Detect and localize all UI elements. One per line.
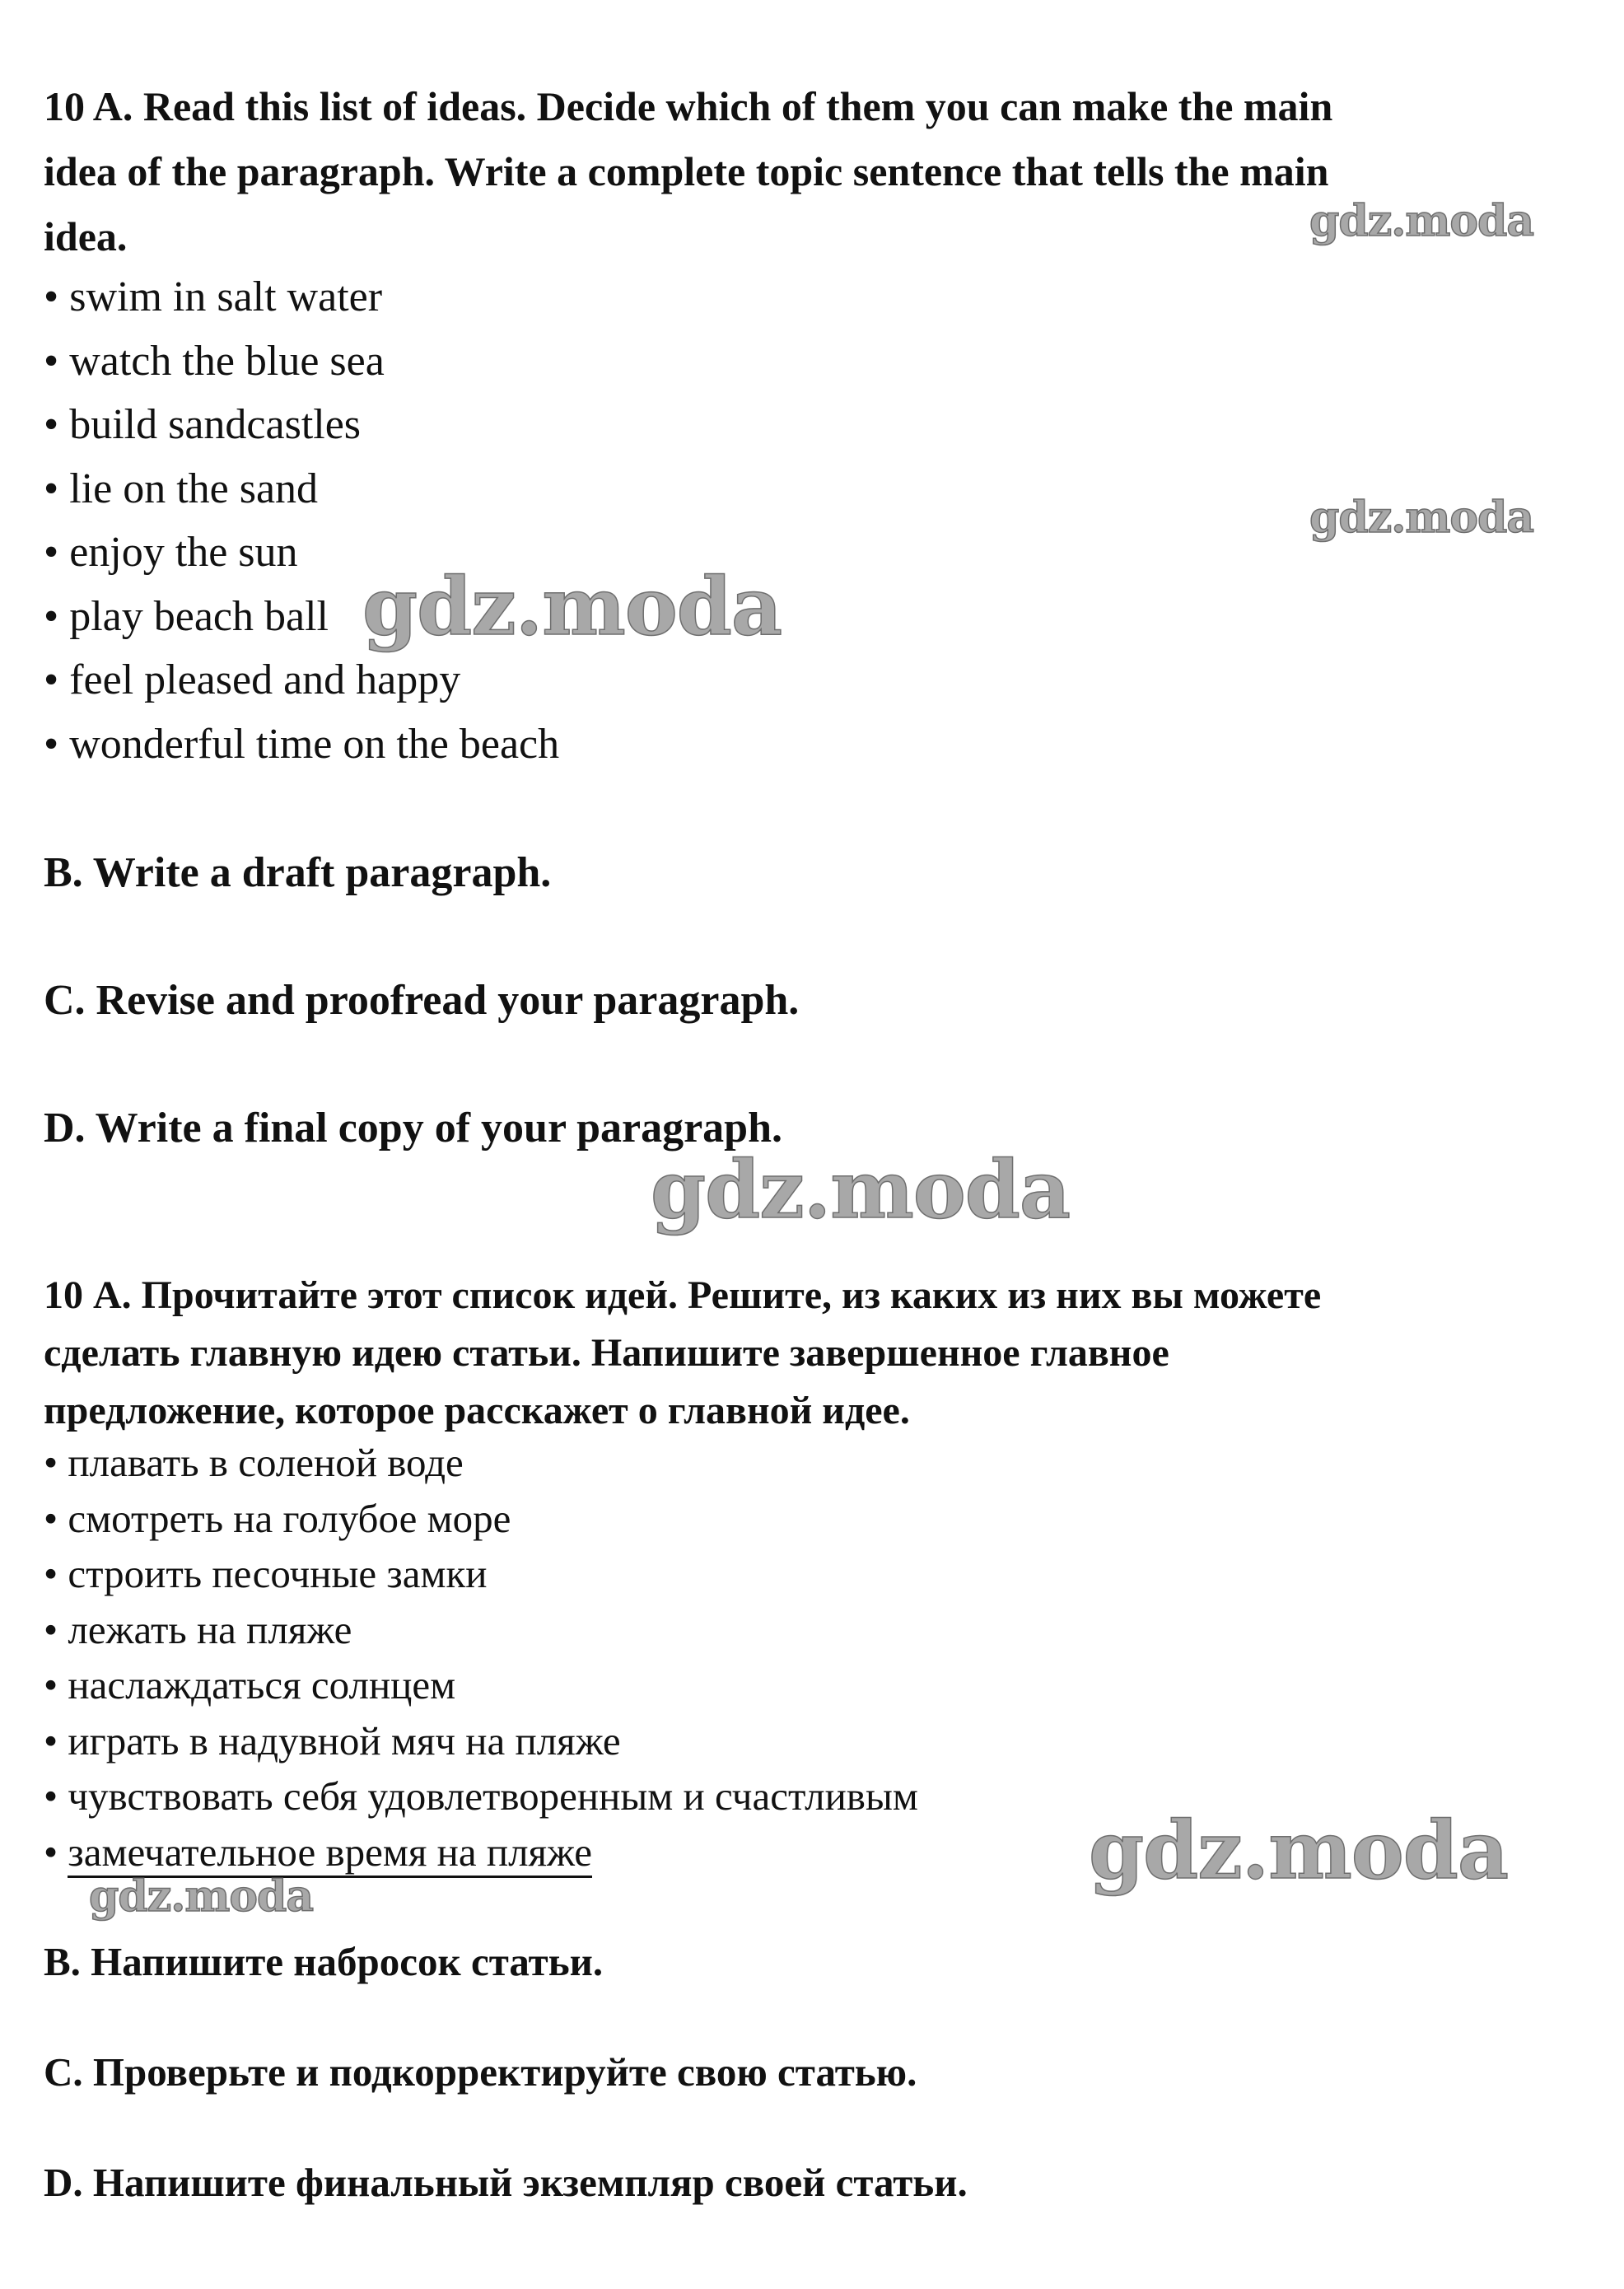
russian-heading-line-2: сделать главную идею статьи. Напишите завершенное главное xyxy=(44,1331,1169,1375)
list-item: • чувствовать себя удовлетворенным и счастливым xyxy=(44,1768,1608,1824)
watermark: gdz.moda xyxy=(89,1871,314,1922)
watermark: gdz.moda xyxy=(1309,493,1534,543)
english-task-c: C. Revise and proofread your paragraph. xyxy=(44,977,800,1024)
list-item: • play beach ball xyxy=(44,585,1608,649)
list-item: • строить песочные замки xyxy=(44,1546,1608,1602)
russian-heading xyxy=(44,1267,1608,1440)
list-item: • лежать на пляже xyxy=(44,1602,1608,1658)
list-item: • смотреть на голубое море xyxy=(44,1491,1608,1547)
english-heading-line-2: idea of the paragraph. Write a complete topic sentence that tells the main xyxy=(44,148,1329,194)
russian-task-b: В. Напишите набросок статьи. xyxy=(44,1939,604,1984)
list-item: • играть в надувной мяч на пляже xyxy=(44,1713,1608,1769)
list-item: • feel pleased and happy xyxy=(44,648,1608,712)
russian-heading-line-3: предложение, которое расскажет о главной идее. xyxy=(44,1389,910,1432)
watermark: gdz.moda xyxy=(362,560,782,653)
english-task-b: B. Write a draft paragraph. xyxy=(44,849,552,896)
watermark: gdz.moda xyxy=(1309,196,1534,246)
watermark: gdz.moda xyxy=(1089,1804,1509,1897)
list-item: • swim in salt water xyxy=(44,265,1608,329)
underlined-item-text: замечательное время на пляже xyxy=(68,1829,592,1878)
list-item: • wonderful time on the beach xyxy=(44,712,1608,777)
list-item: • watch the blue sea xyxy=(44,329,1608,394)
list-item: • lie on the sand xyxy=(44,457,1608,521)
russian-task-c: С. Проверьте и подкорректируйте свою статью. xyxy=(44,2049,917,2095)
list-item: • enjoy the sun xyxy=(44,521,1608,585)
russian-heading-line-1: 10 А. Прочитайте этот список идей. Решите, из каких из них вы можете xyxy=(44,1273,1322,1317)
english-task-d: D. Write a final copy of your paragraph. xyxy=(44,1105,783,1152)
list-item: • плавать в соленой воде xyxy=(44,1435,1608,1491)
list-item: • наслаждаться солнцем xyxy=(44,1657,1608,1713)
watermark: gdz.moda xyxy=(651,1143,1071,1236)
russian-task-d: D. Напишите финальный экземпляр своей статьи. xyxy=(44,2160,968,2205)
list-item: • build sandcastles xyxy=(44,393,1608,457)
english-heading-line-3: idea. xyxy=(44,213,128,259)
english-heading-line-1: 10 A. Read this list of ideas. Decide which of them you can make the main xyxy=(44,83,1333,129)
